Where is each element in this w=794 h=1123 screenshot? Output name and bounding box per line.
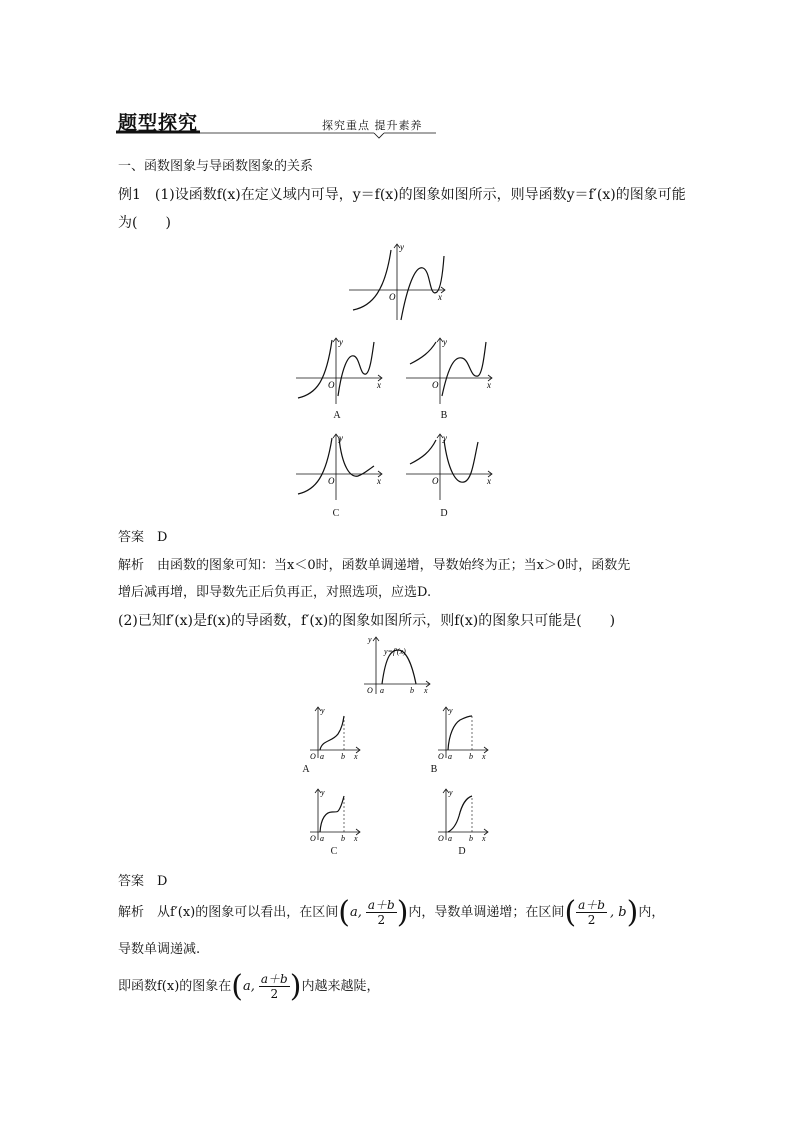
svg-text:a: a	[320, 834, 324, 842]
q1-option-c-graph	[294, 430, 386, 502]
svg-text:b: b	[341, 752, 345, 760]
q2-analysis-line3: 即函数f(x)的图象在 ( a, $\frac{a+b}{2}$ ) 内越来越陡，	[118, 968, 380, 1004]
axis-x-label: x	[438, 292, 442, 302]
svg-text:b: b	[469, 752, 473, 760]
fprime-label: y=f′(x)	[384, 647, 406, 656]
svg-text:x: x	[487, 380, 491, 390]
svg-text:y: y	[443, 337, 447, 347]
question1-line2: 为( )	[118, 215, 171, 231]
question2-line: (2)已知f′(x)是f(x)的导函数，f′(x)的图象如图所示，则f(x)的图象只可能是( )	[118, 613, 616, 629]
svg-text:b: b	[469, 834, 473, 842]
q2-option-b-caption: B	[430, 764, 438, 775]
svg-text:x: x	[424, 686, 428, 695]
section-title: 题型探究	[118, 112, 199, 134]
fraction-a-plus-b-over-2: $\frac{a+b}{2}$	[367, 898, 395, 927]
section-subtitle: 探究重点 提升素养	[322, 119, 423, 132]
fraction-a-plus-b-over-2-second: $\frac{a+b}{2}$	[578, 898, 605, 927]
q1-option-b-caption: B	[440, 410, 448, 421]
svg-text:y: y	[368, 635, 372, 644]
svg-text:O: O	[432, 476, 439, 486]
axis-y-label: y	[400, 242, 404, 252]
q1-analysis-line1: 解析 由函数的图象可知：当x＜0时，函数单调递增，导数始终为正；当x＞0时，函数先	[118, 558, 631, 573]
q1-option-a-graph	[294, 334, 386, 406]
svg-text:a: a	[448, 752, 452, 760]
svg-text:y: y	[449, 706, 453, 715]
question1-line1: 例1 (1)设函数f(x)在定义域内可导，y＝f(x)的图象如图所示，则导函数y＝f′(x)的图象可能	[118, 187, 686, 203]
q2-option-a-caption: A	[302, 764, 310, 775]
svg-text:x: x	[482, 752, 486, 760]
svg-text:b: b	[341, 834, 345, 842]
svg-text:y: y	[339, 433, 343, 443]
fprime-graph	[362, 634, 434, 696]
svg-text:y: y	[443, 433, 447, 443]
svg-text:a: a	[320, 752, 324, 760]
svg-text:x: x	[377, 380, 381, 390]
svg-text:O: O	[310, 752, 316, 760]
q2-option-c-caption: C	[330, 846, 338, 857]
svg-text:x: x	[354, 834, 358, 842]
svg-text:O: O	[432, 380, 439, 390]
svg-text:x: x	[377, 476, 381, 486]
svg-text:x: x	[482, 834, 486, 842]
q1-answer: 答案 D	[118, 530, 168, 545]
svg-text:O: O	[438, 834, 444, 842]
q1-option-a-caption: A	[333, 410, 341, 421]
svg-text:a: a	[380, 686, 384, 695]
svg-text:y: y	[449, 788, 453, 797]
q2-analysis-line2: 导数单调递减.	[118, 942, 201, 957]
header-rule	[116, 130, 438, 140]
svg-text:a: a	[448, 834, 452, 842]
svg-text:y: y	[339, 337, 343, 347]
q2-option-a-graph	[308, 704, 364, 760]
q2-option-c-graph	[308, 786, 364, 842]
svg-text:O: O	[328, 476, 335, 486]
svg-text:x: x	[487, 476, 491, 486]
q2-option-d-graph	[436, 786, 492, 842]
svg-text:O: O	[310, 834, 316, 842]
q1-analysis-line2: 增后减再增，即导数先正后负再正，对照选项，应选D.	[118, 585, 432, 600]
q1-option-d-graph	[404, 430, 496, 502]
svg-text:b: b	[410, 686, 414, 695]
q1-option-d-caption: D	[440, 508, 448, 519]
svg-text:y: y	[321, 788, 325, 797]
svg-text:y: y	[321, 706, 325, 715]
fraction-a-plus-b-over-2-third: $\frac{a+b}{2}$	[260, 972, 288, 1001]
svg-text:O: O	[438, 752, 444, 760]
q2-analysis-line1: 解析 从f′(x)的图象可以看出，在区间 ( a, $\frac{a+b}{2}$ ) 内，导数单调递增；在区间 ( $\frac{a+b}{2}$ , b ) 内，	[118, 894, 665, 930]
fx-graph	[345, 240, 450, 322]
q1-option-b-graph	[404, 334, 496, 406]
q1-option-c-caption: C	[332, 508, 340, 519]
q2-answer: 答案 D	[118, 874, 168, 889]
section-heading: 一、函数图象与导函数图象的关系	[118, 159, 314, 174]
q2-option-d-caption: D	[458, 846, 466, 857]
svg-text:O: O	[328, 380, 335, 390]
q2-option-b-graph	[436, 704, 492, 760]
svg-text:x: x	[354, 752, 358, 760]
axis-origin-label: O	[389, 292, 396, 302]
svg-text:O: O	[367, 686, 373, 695]
